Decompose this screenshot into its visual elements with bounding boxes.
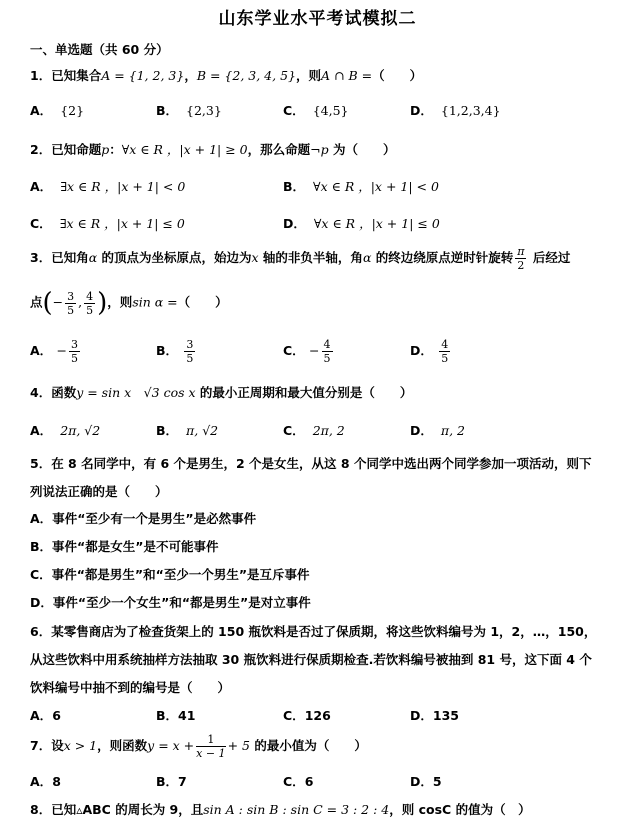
option-label: D．: [410, 423, 433, 438]
option-label: C．: [30, 216, 52, 231]
q3-option-d[interactable]: [410, 338, 452, 365]
q2-not-p: ¬p: [310, 142, 329, 157]
option-value: ∃x ∈ R ，|x + 1| < 0: [60, 179, 186, 194]
q3-text: 的顶点为坐标原点，始边为: [97, 250, 252, 265]
q3-option-c[interactable]: [283, 338, 335, 365]
question-7: [30, 733, 367, 760]
q2-stem-pre: 2．已知命题: [30, 142, 102, 157]
option-value: 事件“都是男生”和“至少一个男生”是互斥事件: [51, 567, 310, 582]
fraction-numerator: 1: [196, 733, 225, 747]
q3-text: 点: [30, 294, 43, 310]
q2-stem-post: ，那么命题: [247, 142, 311, 157]
q3-text: 轴的非负半轴，角: [258, 250, 363, 265]
q3-point-y: [84, 290, 95, 317]
q3-option-b[interactable]: [156, 338, 197, 365]
option-value: 126: [304, 708, 331, 723]
q3-text: ，则: [107, 294, 133, 310]
fraction-denominator: 2: [517, 259, 525, 272]
fraction-denominator: 5: [71, 352, 79, 365]
q2-expr: ∀x ∈ R ，|x + 1| ≥ 0: [121, 142, 248, 157]
fraction-numerator: 4: [441, 338, 449, 351]
option-label: A．: [30, 423, 53, 438]
option-value: 2π, 2: [312, 423, 345, 438]
option-label: C．: [283, 774, 305, 789]
option-value: 事件“至少有一个是男生”是必然事件: [52, 511, 257, 526]
q7-fraction: [196, 733, 225, 760]
fraction-numerator: 4: [86, 289, 94, 303]
option-label: A．: [30, 774, 53, 789]
question-2: [30, 140, 396, 158]
fraction-denominator: 5: [67, 303, 75, 317]
q5-option-a[interactable]: [30, 509, 256, 527]
option-label: D．: [30, 595, 53, 610]
option-value: {2,3}: [186, 103, 222, 118]
fraction-numerator: 3: [71, 338, 79, 351]
option-label: B．: [156, 774, 179, 789]
option-label: A．: [30, 708, 53, 723]
q1-stem-post: ，则: [296, 68, 322, 83]
question-4: [30, 383, 412, 401]
q2-colon: ：: [109, 142, 122, 157]
option-label: D．: [410, 774, 433, 789]
q7-stem-post: 的最小值为（ ）: [249, 738, 367, 753]
option-value: 8: [52, 774, 61, 789]
option-value: ∀x ∈ R ，|x + 1| < 0: [313, 179, 439, 194]
option-label: B．: [156, 103, 179, 118]
section-heading: 一、单选题（共 60 分）: [30, 42, 169, 57]
fraction-denominator: 5: [441, 352, 449, 365]
q2-p: p: [101, 142, 110, 157]
q1-sep: ，: [184, 68, 197, 83]
option-value: ∃x ∈ R ，|x + 1| ≤ 0: [59, 216, 185, 231]
question-1: [30, 66, 422, 84]
q1-set-b: B = {2, 3, 4, 5}: [196, 68, 296, 83]
option-label: D．: [410, 708, 433, 723]
option-label: D．: [410, 103, 433, 118]
question-3-line-2: [30, 288, 228, 318]
q4-stem-post: 的最小正周期和最大值分别是（ ）: [195, 385, 413, 400]
q3-sin-expr: sin α =: [132, 294, 178, 310]
option-value: 5: [432, 774, 442, 789]
q1-option-d[interactable]: [410, 101, 501, 119]
q3-blank: （ ）: [177, 294, 228, 310]
q3-text: 3．已知角: [30, 250, 89, 265]
question-6-line-3: 饮料编号中抽不到的编号是（ ）: [30, 680, 231, 695]
q1-expr: A ∩ B =: [321, 68, 373, 83]
option-label: B．: [156, 423, 179, 438]
q1-stem-pre: 1．已知集合: [30, 68, 102, 83]
q5-option-d[interactable]: [30, 593, 311, 611]
option-sign: −: [309, 343, 320, 358]
fraction-numerator: π: [517, 245, 525, 258]
option-value: 事件“都是女生”是不可能事件: [52, 539, 219, 554]
q3-text: 的终边绕原点逆时针旋转: [371, 250, 514, 265]
option-label: C．: [30, 567, 52, 582]
option-value: {1,2,3,4}: [440, 103, 501, 118]
q7-expr-b: + 5: [227, 738, 250, 753]
option-fraction: [69, 338, 80, 365]
option-value: {4,5}: [312, 103, 349, 118]
exam-title: 山东学业水平考试模拟二: [218, 9, 417, 29]
q3-option-a[interactable]: [30, 338, 82, 365]
question-5-line-2: 列说法正确的是（ ）: [30, 484, 168, 499]
fraction-denominator: x − 1: [196, 747, 226, 760]
q1-option-a[interactable]: [30, 101, 84, 119]
q3-alpha: α: [88, 250, 98, 265]
option-label: B．: [30, 539, 53, 554]
fraction-numerator: 3: [186, 338, 194, 351]
question-5-line-1: 5．在 8 名同学中，有 6 个是男生，2 个是女生，从这 8 个同学中选出两个同学参加一项活动，则下: [30, 456, 592, 471]
option-label: C．: [283, 103, 305, 118]
q7-stem-mid: ，则函数: [97, 738, 148, 753]
option-label: C．: [283, 708, 305, 723]
option-fraction: [184, 338, 195, 365]
q6-option-d[interactable]: [410, 706, 459, 724]
option-label: A．: [30, 179, 53, 194]
q4-option-c[interactable]: [283, 421, 345, 439]
fraction-denominator: 5: [186, 352, 194, 365]
q4-option-a[interactable]: [30, 421, 100, 439]
q5-option-b[interactable]: [30, 537, 218, 555]
q8-expr: sin A : sin B : sin C = 3 : 2 : 4: [203, 802, 390, 817]
option-label: D．: [283, 216, 306, 231]
q4-option-b[interactable]: [156, 421, 218, 439]
option-fraction: [322, 338, 333, 365]
q4-expr: y = sin x √3 cos x: [76, 385, 196, 400]
q5-option-c[interactable]: [30, 565, 310, 583]
option-label: B．: [156, 343, 179, 358]
q2-stem-end: 为（ ）: [328, 142, 396, 157]
option-label: C．: [283, 423, 305, 438]
q7-option-d[interactable]: [410, 772, 442, 790]
option-value: 6: [304, 774, 314, 789]
q2-option-b[interactable]: [283, 177, 439, 195]
minus-sign: −: [52, 294, 64, 310]
option-fraction: [439, 338, 450, 365]
option-label: B．: [283, 179, 306, 194]
q7-expr-a: y = x +: [147, 738, 195, 753]
q1-option-c[interactable]: [283, 101, 348, 119]
option-value: 41: [178, 708, 196, 723]
option-value: π, 2: [440, 423, 466, 438]
q3-text: 后经过: [528, 250, 571, 265]
option-value: π, √2: [186, 423, 219, 438]
option-label: A．: [30, 103, 53, 118]
option-label: A．: [30, 511, 53, 526]
option-sign: −: [56, 343, 68, 358]
q7-option-a[interactable]: [30, 772, 61, 790]
question-6-line-2: 从这些饮料中用系统抽样方法抽取 30 瓶饮料进行保质期检查.若饮料编号被抽到 81 号，这下面 4 个: [30, 652, 592, 667]
q6-option-b[interactable]: [156, 706, 195, 724]
option-label: A．: [30, 343, 53, 358]
question-8: [30, 800, 531, 818]
left-paren: (: [42, 288, 53, 318]
q1-option-b[interactable]: [156, 101, 222, 119]
q2-option-d[interactable]: [283, 214, 440, 232]
q7-stem-pre: 7．设: [30, 738, 64, 753]
option-label: B．: [156, 708, 179, 723]
option-label: C．: [283, 343, 305, 358]
q4-option-d[interactable]: [410, 421, 465, 439]
q8-stem-pre: 8．已知▵ABC 的周长为 9，且: [30, 802, 204, 817]
comma: ,: [78, 294, 83, 310]
option-value: 135: [432, 708, 459, 723]
question-6-line-1: 6．某零售商店为了检查货架上的 150 瓶饮料是否过了保质期，将这些饮料编号为 1，2，…，150，: [30, 624, 597, 639]
q6-option-a[interactable]: [30, 706, 61, 724]
q1-set-a: A = {1, 2, 3}: [101, 68, 185, 83]
option-value: {2}: [60, 103, 85, 118]
q7-condition: x > 1: [63, 738, 98, 753]
fraction-denominator: 5: [323, 352, 331, 365]
q2-option-a[interactable]: [30, 177, 185, 195]
q8-stem-post: ，则 cosC 的值为（ ）: [389, 802, 531, 817]
option-value: 2π, √2: [60, 423, 101, 438]
q3-rotation-fraction: [515, 245, 526, 272]
q7-option-c[interactable]: [283, 772, 313, 790]
option-value: 事件“至少一个女生”和“都是男生”是对立事件: [52, 595, 311, 610]
fraction-numerator: 3: [67, 289, 75, 303]
q2-option-c[interactable]: [30, 214, 185, 232]
fraction-numerator: 4: [323, 338, 331, 351]
q3-x: x: [251, 250, 259, 265]
fraction-denominator: 5: [86, 303, 94, 317]
option-value: 6: [52, 708, 61, 723]
q7-option-b[interactable]: [156, 772, 187, 790]
right-paren: ): [97, 288, 108, 318]
option-value: 7: [178, 774, 187, 789]
q4-stem-pre: 4．函数: [30, 385, 77, 400]
option-value: ∀x ∈ R ，|x + 1| ≤ 0: [313, 216, 440, 231]
question-3-line-1: [30, 245, 570, 272]
q3-point-x: [65, 290, 76, 317]
q1-blank: （ ）: [372, 68, 423, 83]
option-label: D．: [410, 343, 433, 358]
q6-option-c[interactable]: [283, 706, 331, 724]
q3-alpha: α: [362, 250, 372, 265]
